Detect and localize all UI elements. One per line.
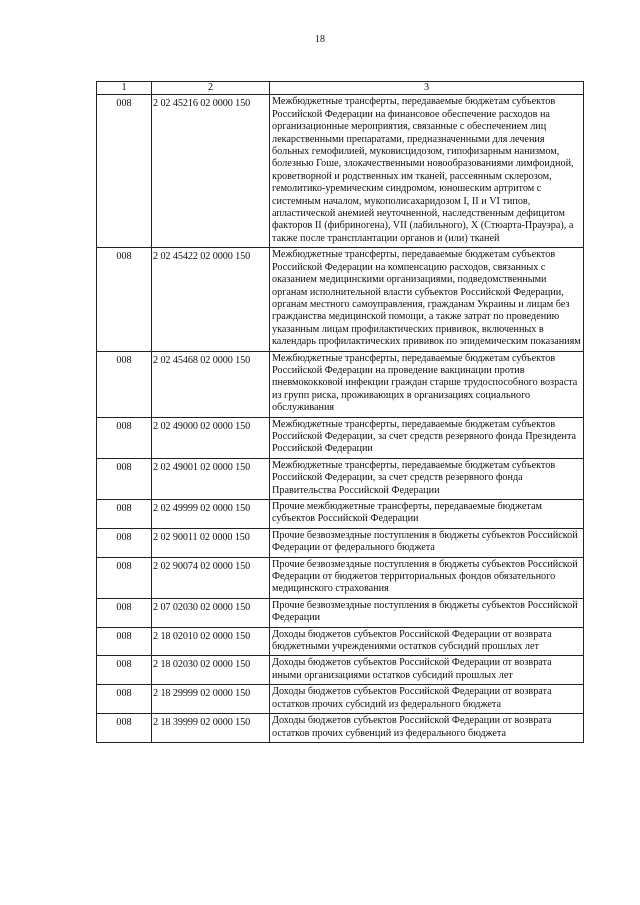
table-row — [97, 351, 584, 417]
admin-code-cell: 008 — [97, 95, 152, 248]
admin-code-cell: 008 — [97, 248, 152, 351]
revenue-code-cell: 2 02 90011 02 0000 150 — [152, 528, 270, 557]
header-col-3: 3 — [270, 82, 584, 95]
table-row — [97, 685, 584, 714]
header-col-2: 2 — [152, 82, 270, 95]
admin-code-cell: 008 — [97, 557, 152, 598]
table-row — [97, 500, 584, 529]
revenue-name-cell: Прочие межбюджетные трансферты, передаваемые бюджетам субъектов Российской Федерации — [270, 500, 584, 529]
header-row — [97, 82, 584, 95]
revenue-codes-table — [96, 81, 584, 743]
table-row — [97, 656, 584, 685]
table-row — [97, 557, 584, 598]
revenue-name-cell: Доходы бюджетов субъектов Российской Федерации от возврата бюджетными учреждениями остатков субсидий прошлых лет — [270, 627, 584, 656]
admin-code-cell: 008 — [97, 714, 152, 743]
table-header — [97, 82, 584, 95]
revenue-code-cell: 2 18 02030 02 0000 150 — [152, 656, 270, 685]
table-row — [97, 417, 584, 458]
revenue-code-cell: 2 02 45422 02 0000 150 — [152, 248, 270, 351]
table-body — [97, 95, 584, 743]
revenue-name-cell: Межбюджетные трансферты, передаваемые бюджетам субъектов Российской Федерации на компенсацию расходов, связанных с оказанием медицинскими организациями, подведомственными органам исполнительной власти субъектов Российской Федерации, органам местного самоуправления, гражданам Украины и лицам без гражданства медицинской помощи, а также затрат по проведению указанным лицам профилактических прививок, включенных в календарь профилактических прививок по эпидемическим показаниям — [270, 248, 584, 351]
revenue-name-cell: Доходы бюджетов субъектов Российской Федерации от возврата остатков прочих субвенций из федерального бюджета — [270, 714, 584, 743]
revenue-code-cell: 2 02 49001 02 0000 150 — [152, 458, 270, 499]
revenue-name-cell: Прочие безвозмездные поступления в бюджеты субъектов Российской Федерации — [270, 598, 584, 627]
admin-code-cell: 008 — [97, 528, 152, 557]
table-row — [97, 598, 584, 627]
revenue-name-cell: Доходы бюджетов субъектов Российской Федерации от возврата иными организациями остатков субсидий прошлых лет — [270, 656, 584, 685]
table-row — [97, 627, 584, 656]
admin-code-cell: 008 — [97, 598, 152, 627]
admin-code-cell: 008 — [97, 685, 152, 714]
revenue-name-cell: Прочие безвозмездные поступления в бюджеты субъектов Российской Федерации от бюджетов территориальных фондов обязательного медицинского страхования — [270, 557, 584, 598]
revenue-name-cell: Межбюджетные трансферты, передаваемые бюджетам субъектов Российской Федерации, за счет средств резервного фонда Президента Российской Федерации — [270, 417, 584, 458]
page-number: 18 — [315, 34, 325, 45]
table-row — [97, 95, 584, 248]
admin-code-cell: 008 — [97, 500, 152, 529]
revenue-code-cell: 2 02 45468 02 0000 150 — [152, 351, 270, 417]
revenue-name-cell: Прочие безвозмездные поступления в бюджеты субъектов Российской Федерации от федерального бюджета — [270, 528, 584, 557]
revenue-code-cell: 2 18 29999 02 0000 150 — [152, 685, 270, 714]
revenue-code-cell: 2 02 90074 02 0000 150 — [152, 557, 270, 598]
admin-code-cell: 008 — [97, 417, 152, 458]
table-row — [97, 714, 584, 743]
revenue-name-cell: Межбюджетные трансферты, передаваемые бюджетам субъектов Российской Федерации на финансовое обеспечение расходов на организационные мероприятия, связанные с обеспечением лиц лекарственными препаратами, предназначенными для лечения больных гемофилией, муковисцидозом, гипофизарным нанизмом, болезнью Гоше, злокачественными новообразованиями лимфоидной, кроветворной и родственных им тканей, рассеянным склерозом, гемолитико-уремическим синдромом, юношеским артритом с системным началом, мукополисахаридозом I, II и VI типов, апластической анемией неуточненной, наследственным дефицитом факторов II (фибриногена), VII (лабильного), X (Стюарта-Прауэра), а также после трансплантации органов и (или) тканей — [270, 95, 584, 248]
revenue-name-cell: Доходы бюджетов субъектов Российской Федерации от возврата остатков прочих субсидий из федерального бюджета — [270, 685, 584, 714]
revenue-name-cell: Межбюджетные трансферты, передаваемые бюджетам субъектов Российской Федерации на проведение вакцинации против пневмококковой инфекции граждан старше трудоспособного возраста из групп риска, проживающих в организациях социального обслуживания — [270, 351, 584, 417]
table-row — [97, 248, 584, 351]
revenue-code-cell: 2 18 02010 02 0000 150 — [152, 627, 270, 656]
revenue-name-cell: Межбюджетные трансферты, передаваемые бюджетам субъектов Российской Федерации, за счет средств резервного фонда Правительства Российской Федерации — [270, 458, 584, 499]
admin-code-cell: 008 — [97, 627, 152, 656]
admin-code-cell: 008 — [97, 656, 152, 685]
admin-code-cell: 008 — [97, 351, 152, 417]
table-row — [97, 528, 584, 557]
revenue-code-cell: 2 02 49999 02 0000 150 — [152, 500, 270, 529]
header-col-1: 1 — [97, 82, 152, 95]
table-row — [97, 458, 584, 499]
admin-code-cell: 008 — [97, 458, 152, 499]
revenue-code-cell: 2 07 02030 02 0000 150 — [152, 598, 270, 627]
revenue-code-cell: 2 02 49000 02 0000 150 — [152, 417, 270, 458]
revenue-code-cell: 2 18 39999 02 0000 150 — [152, 714, 270, 743]
revenue-code-cell: 2 02 45216 02 0000 150 — [152, 95, 270, 248]
